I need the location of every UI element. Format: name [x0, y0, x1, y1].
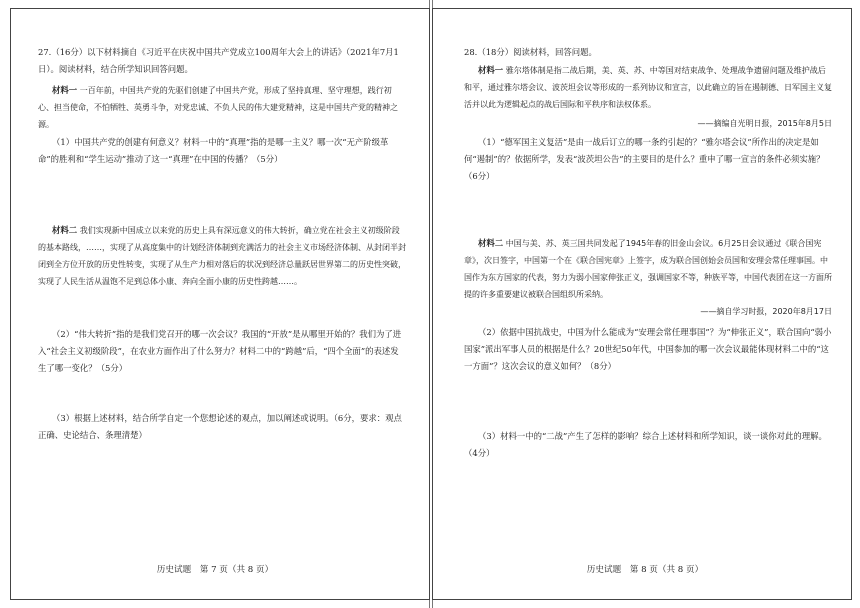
material-source: ——摘自学习时报，2020年8月17日 — [700, 307, 832, 316]
q28-subquestion-1 — [464, 134, 832, 185]
material-label: 材料一 — [478, 65, 504, 75]
q27-subquestion-3 — [38, 410, 406, 444]
material-text: 我们实现新中国成立以来党的历史上具有深远意义的伟大转折，确立党在社会主义初级阶段的基本路线，……，实现了从高度集中的计划经济体制到充满活力的社会主义市场经济体制、从封闭半封闭到全方位开放的历史性转变，实现了从生产力相对落后的状况到经济总量跃居世界第二的历史性突破，实现了人民生活从温饱不足到总体小康、奔向全面小康的历史性跨越……。 — [38, 226, 406, 286]
material-text: 一百年前，中国共产党的先驱们创建了中国共产党，形成了坚持真理、坚守理想，践行初心、担当使命，不怕牺牲、英勇斗争，对党忠诚、不负人民的伟大建党精神，这是中国共产党的精神之源。 — [38, 86, 398, 129]
q28-subquestion-3 — [464, 428, 832, 462]
question-text: （3）材料一中的“二战”产生了怎样的影响？综合上述材料和所学知识，谈一谈你对此的理解。（4分） — [464, 431, 827, 458]
q27-subquestion-1 — [38, 134, 406, 168]
q28-subquestion-2 — [464, 324, 832, 375]
question-text: （3）根据上述材料，结合所学自定一个您想论述的观点，加以阐述或说明。（6分，要求：观点正确、史论结合、条理清楚） — [38, 413, 402, 440]
q28-material-2 — [464, 235, 832, 303]
question-text: （1）中国共产党的创建有何意义？材料一中的“真理”指的是哪一主义？哪一次“无产阶级革命”的胜利和“学生运动”推动了这一“真理”在中国的传播？（5分） — [38, 137, 389, 164]
material-text: 中国与美、苏、英三国共同发起了1945年春的旧金山会议。6月25日会议通过《联合国宪章》，次日签字，中国第一个在《联合国宪章》上签字，成为联合国创始会员国和安理会常任理事国。中国作为东方国家的代表，努力为弱小国家伸张正义，强调国家不等，种族平等，中国代表团在这一方面所提的许多重要建议被联合国组织所采纳。 — [464, 239, 832, 299]
page-footer: 历史试题 第 7 页（共 8 页） — [156, 565, 274, 575]
q28-title: 28.（18分）阅读材料，回答问题。 — [464, 47, 597, 57]
q27-material-1 — [38, 82, 406, 133]
question-text: （1）“德军国主义复活”是由一战后订立的哪一条约引起的？“雅尔塔会议”所作出的决定是如何“遏制”的？依据所学，发表“波茨坦公告”的主要目的是什么？重申了哪一宣言的条件必须实施？（6分） — [464, 137, 825, 181]
page-footer: 历史试题 第 8 页（共 8 页） — [586, 565, 704, 575]
material-text: 雅尔塔体制是指二战后期，美、英、苏、中等国对结束战争、处理战争遗留问题及维护战后和平，通过雅尔塔会议、波茨坦会议等形成的一系列协议和宣言，以此确立的旨在遏制德、日军国主义复活并以此为逻辑起点的战后国际和平秩序和法权体系。 — [464, 66, 832, 109]
material-label: 材料一 — [52, 85, 78, 95]
q28-material-1 — [464, 62, 832, 113]
material-label: 材料二 — [52, 225, 78, 235]
q27-subquestion-2 — [38, 326, 406, 377]
q27-material-2 — [38, 222, 406, 290]
exam-page-8 — [430, 0, 860, 608]
question-text: （2）“伟大转折”指的是我们党召开的哪一次会议？我国的“开放”是从哪里开始的？我们为了进入“社会主义初级阶段”，在农业方面作出了什么努力？材料二中的“跨越”后，“四个全面”的表述发生了哪一变化？（5分） — [38, 329, 402, 373]
material-label: 材料二 — [478, 238, 504, 248]
question-text: （2）依据中国抗战史，中国为什么能成为“安理会常任理事国”？为“伸张正义”，联合国向“弱小国家”派出军事人员的根据是什么？20世纪50年代，中国参加的哪一次会议最能体现材料二中的“这一方面”？这次会议的意义如何？（8分） — [464, 327, 832, 371]
material-source: ——摘编自光明日报，2015年8月5日 — [697, 119, 832, 128]
q27-title: 27.（16分）以下材料摘自《习近平在庆祝中国共产党成立100周年大会上的讲话》（2021年7月1日）。阅读材料，结合所学知识回答问题。 — [38, 47, 399, 74]
